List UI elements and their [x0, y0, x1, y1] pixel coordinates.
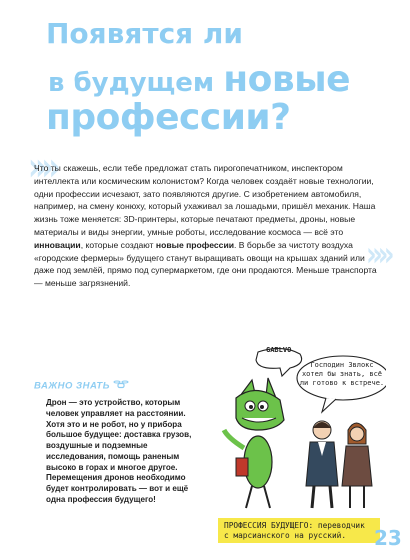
important-to-know-heading: ВАЖНО ЗНАТЬ: [34, 380, 129, 392]
human-speech-text: Господин Звлокс хотел бы знать, всё ли готово к встрече.: [299, 361, 385, 388]
bold-new-professions: новые профессии: [155, 239, 235, 250]
illustration-caption: ПРОФЕССИЯ БУДУЩЕГО: переводчик с марсианского на русский.: [218, 518, 380, 543]
main-paragraph: [34, 162, 384, 290]
title-line-1: Появятся ли: [46, 17, 244, 50]
woman-character: [342, 423, 372, 508]
title-line-2-highlight: новые: [223, 59, 351, 100]
title-line-3: профессии?: [46, 97, 291, 138]
paragraph-part-2: , которые создают: [80, 239, 156, 250]
title-line-2-prefix: в будущем: [48, 68, 224, 98]
chevron-decor-right-icon: »»: [366, 235, 390, 275]
paragraph-part-1: Что ты скажешь, если тебе предложат стать пирогопечатником, инспектором интеллекта или космическим колонистом? Когда человек создаёт новые технологии, одни профессии исчезают, зато появляются другие. С изобретением автомобиля, например, на смену конюху, который ухаживал за лошадьми, пришёл механик. Наша жизнь тоже меняется: 3D-принтеры, которые печатают предметы, дроны, новые материалы и виды энергии, умные роботы, исследование космоса — всё это: [34, 163, 376, 237]
alien-character: [224, 378, 284, 508]
chevron-decor-left-icon: »»: [28, 144, 55, 191]
important-to-know-text: Дрон — это устройство, которым человек управляет на расстоянии. Хотя это и не робот, но у прибора большое будущее: доставка грузов, воздушные и подземные исследования, помощь раненым высоко в горах и многое другое. Перемещения дронов необходимо будет контролировать — вот и ещё одна профессия будущего!: [46, 398, 192, 504]
paragraph-part-3: . В борьбе за чистоту воздуха «городские фермеры» будущего станут выращивать овощи на крышах зданий или даже под землёй, прямо под супермаркетом, где они продаются. Меньше транспорта — меньше загрязнений.: [34, 239, 377, 289]
page-number: 23: [374, 526, 402, 550]
man-character: [306, 421, 338, 508]
bold-innovations: инновации: [34, 239, 81, 250]
alien-speech-text: GABLVO: [266, 346, 292, 354]
title-line-2: [48, 59, 351, 100]
drone-icon: [113, 380, 129, 392]
